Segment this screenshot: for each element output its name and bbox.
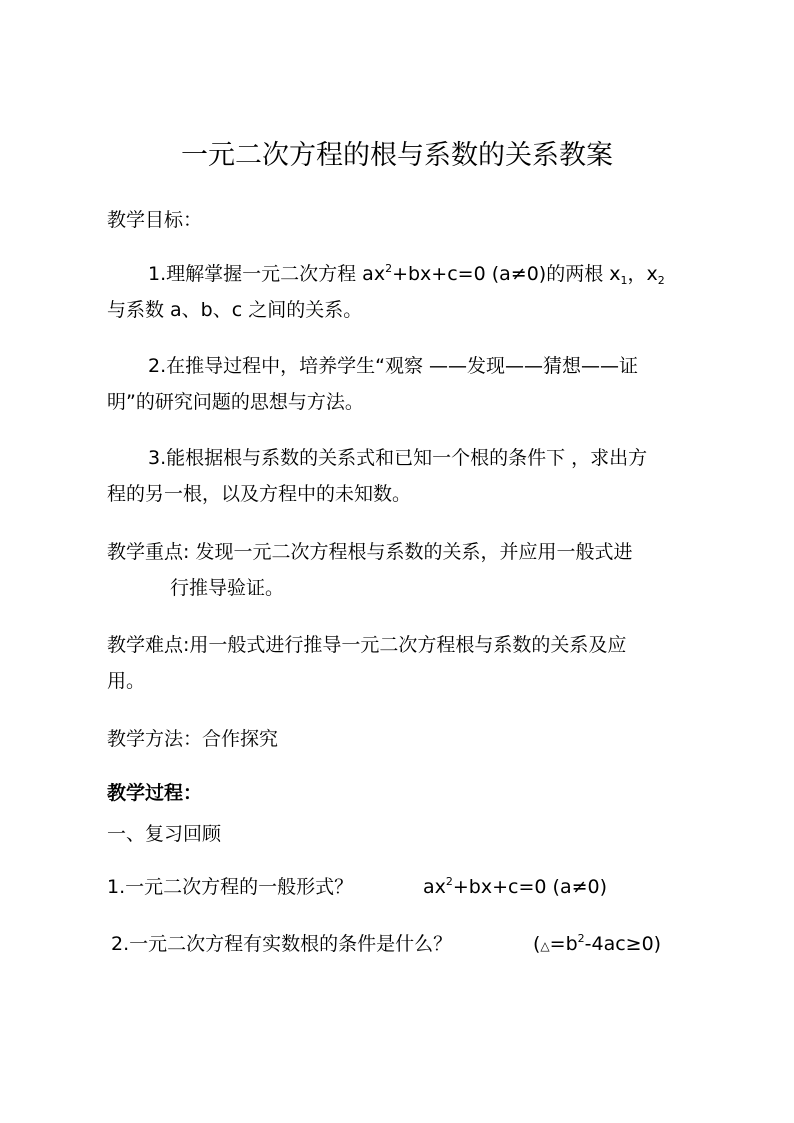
- review-answer-1: [423, 875, 607, 899]
- page-title: 一元二次方程的根与系数的关系教案: [181, 140, 613, 171]
- process-heading: 教学过程：: [107, 782, 203, 804]
- key-point-line-2: 行推导验证。: [170, 577, 285, 599]
- review-answer-1-b: +bx+c=0 (a≠0): [452, 876, 608, 898]
- objective-1-sub-2: 2: [657, 274, 665, 287]
- difficulty-label: 教学难点: [107, 634, 184, 656]
- objective-1-text-c: ，x: [627, 263, 658, 285]
- difficulty-line-1: [107, 633, 626, 657]
- review-question-1: 1.一元二次方程的一般形式？: [107, 876, 354, 898]
- objective-1-text-a: 理解掌握一元二次方程 ax: [166, 263, 386, 285]
- key-point-text: : 发现一元二次方程根与系数的关系，并应用一般式进: [183, 541, 633, 563]
- objective-3-line-1: 3.能根据根与系数的关系式和已知一个根的条件下 ，求出方: [148, 447, 648, 469]
- objectives-heading: 教学目标：: [107, 209, 203, 231]
- objective-3-line-2: 程的另一根，以及方程中的未知数。: [107, 483, 412, 505]
- difficulty-line-2: 用。: [107, 670, 146, 692]
- objective-1-number: 1.: [148, 263, 167, 285]
- objective-1-sup: 2: [385, 262, 393, 275]
- method-value: ：合作探究: [183, 728, 279, 750]
- objective-1-text-b: +bx+c=0 (a≠0)的两根 x: [392, 263, 621, 285]
- method-label: 教学方法: [107, 728, 184, 750]
- review-answer-2-sup: 2: [577, 932, 585, 945]
- delta-symbol: △: [540, 939, 550, 953]
- objective-2-line-1: 2.在推导过程中，培养学生“观察 ——发现——猜想——证: [148, 355, 639, 377]
- objective-1-line-2: 与系数 a、b、c 之间的关系。: [107, 299, 363, 321]
- review-answer-2-mid: =b: [549, 933, 578, 955]
- review-answer-2-end: -4ac≥0): [584, 933, 662, 955]
- method-line: [107, 727, 278, 751]
- review-question-2: 2.一元二次方程有实数根的条件是什么？: [111, 933, 453, 955]
- review-answer-2: [533, 932, 661, 958]
- objective-2-line-2: 明”的研究问题的思想与方法。: [107, 391, 364, 413]
- review-answer-1-a: ax: [423, 876, 446, 898]
- objective-1-line-1: [148, 262, 665, 286]
- review-answer-2-open: (: [533, 933, 541, 955]
- key-point-line-1: [107, 540, 632, 564]
- review-answer-1-sup: 2: [445, 875, 453, 888]
- difficulty-text: :用一般式进行推导一元二次方程根与系数的关系及应: [183, 634, 627, 656]
- objective-1-sub-1: 1: [620, 274, 628, 287]
- key-point-label: 教学重点: [107, 541, 184, 563]
- review-heading: 一、复习回顾: [107, 823, 222, 845]
